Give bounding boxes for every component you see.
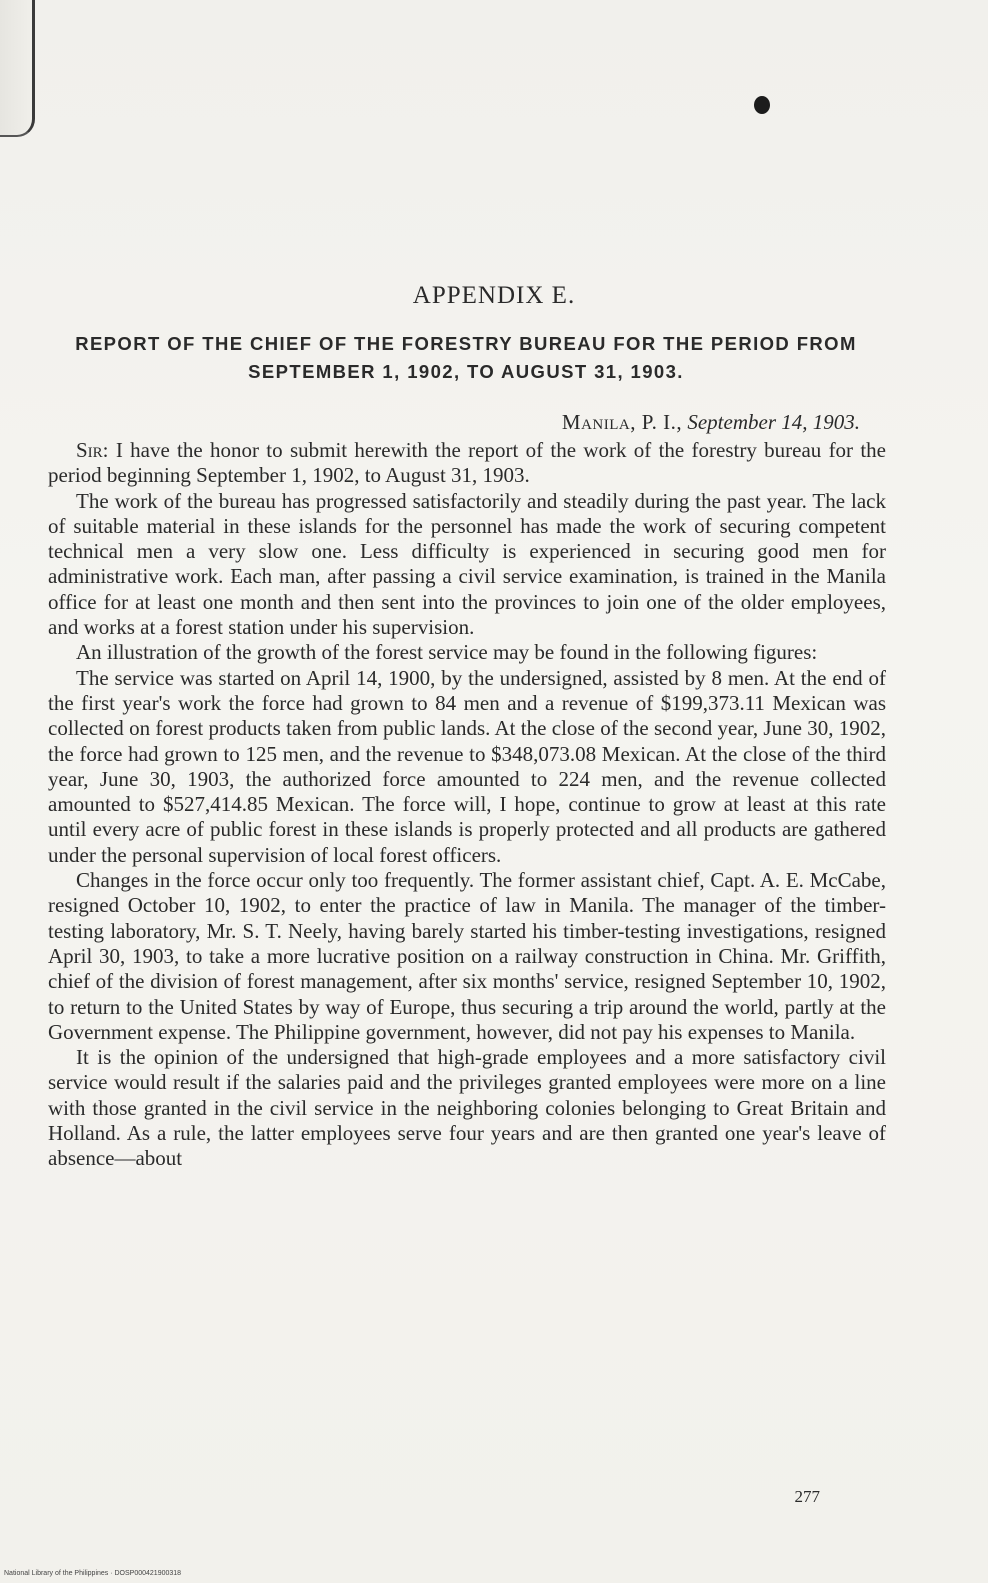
dateline-place: Manila, P. I., [561, 410, 683, 434]
ink-spot [754, 96, 770, 114]
footer-credit: National Library of the Philippines · DOSP000421900318 [4, 1570, 182, 1577]
page-number: 277 [794, 1487, 820, 1506]
paragraph-2: The work of the bureau has progressed satisfactorily and steadily during the past year. The lack of suitable material in these islands for the personnel has made the work of securing competent technical men a very slow one. Less difficulty is experienced in securing good men for administrative work. Each man, after passing a civil service examination, is trained in the Manila office for at least one month and then sent into the provinces to join one of the older employees, and works at a forest station under his supervision. [48, 488, 886, 640]
paragraph-6: It is the opinion of the undersigned that high-grade employees and a more satisfactory civil service would result if the salaries paid and the privileges granted employees were more on a line with those granted in the civil service in the neighboring colonies belonging to Great Britain and Holland. As a rule, the latter employees serve four years and are then granted one year's leave of absence—about [48, 1045, 886, 1171]
paragraph-5: Changes in the force occur only too frequently. The former assistant chief, Capt. A. E. McCabe, resigned October 10, 1902, to enter the practice of law in Manila. The manager of the timber-testing laboratory, Mr. S. T. Neely, having barely started his timber-testing investigations, resigned April 30, 1903, to take a more lucrative position on a railway construction in China. Mr. Griffith, chief of the division of forest management, after six months' service, resigned September 10, 1902, to return to the United States by way of Europe, thus securing a trip around the world, partly at the Government expense. The Philippine government, however, did not pay his expenses to Manila. [48, 868, 886, 1044]
paragraph-1-text: I have the honor to submit herewith the report of the work of the forestry bureau for the period beginning September 1, 1902, to August 31, 1903. [48, 438, 887, 488]
report-title: REPORT OF THE CHIEF OF THE FORESTRY BUREAU FOR THE PERIOD FROM SEPTEMBER 1, 1902, TO AUGUST 31, 1903. [75, 333, 857, 382]
salutation: Sir: [76, 438, 109, 462]
scan-edge-mark [0, 0, 35, 137]
paragraph-4: The service was started on April 14, 1900, by the undersigned, assisted by 8 men. At the end of the first year's work the force had grown to 84 men and a revenue of $199,373.11 Mexican was collected on forest products taken from public lands. At the close of the second year, June 30, 1902, the force had grown to 125 men, and the revenue to $348,073.08 Mexican. At the close of the third year, June 30, 1903, the authorized force amounted to 224 men, and the revenue collected amounted to $527,414.85 Mexican. The force will, I hope, continue to grow at least at this rate until every acre of public forest in these islands is properly protected and all products are gathered under the personal supervision of local forest officers. [48, 665, 886, 867]
dateline-date: September 14, 1903. [687, 410, 860, 434]
report-body [48, 438, 886, 1172]
paragraph-3: An illustration of the growth of the forest service may be found in the following figures: [76, 640, 818, 665]
appendix-title: APPENDIX E. [412, 282, 576, 309]
dateline [562, 410, 860, 435]
paragraph-1 [48, 438, 886, 489]
